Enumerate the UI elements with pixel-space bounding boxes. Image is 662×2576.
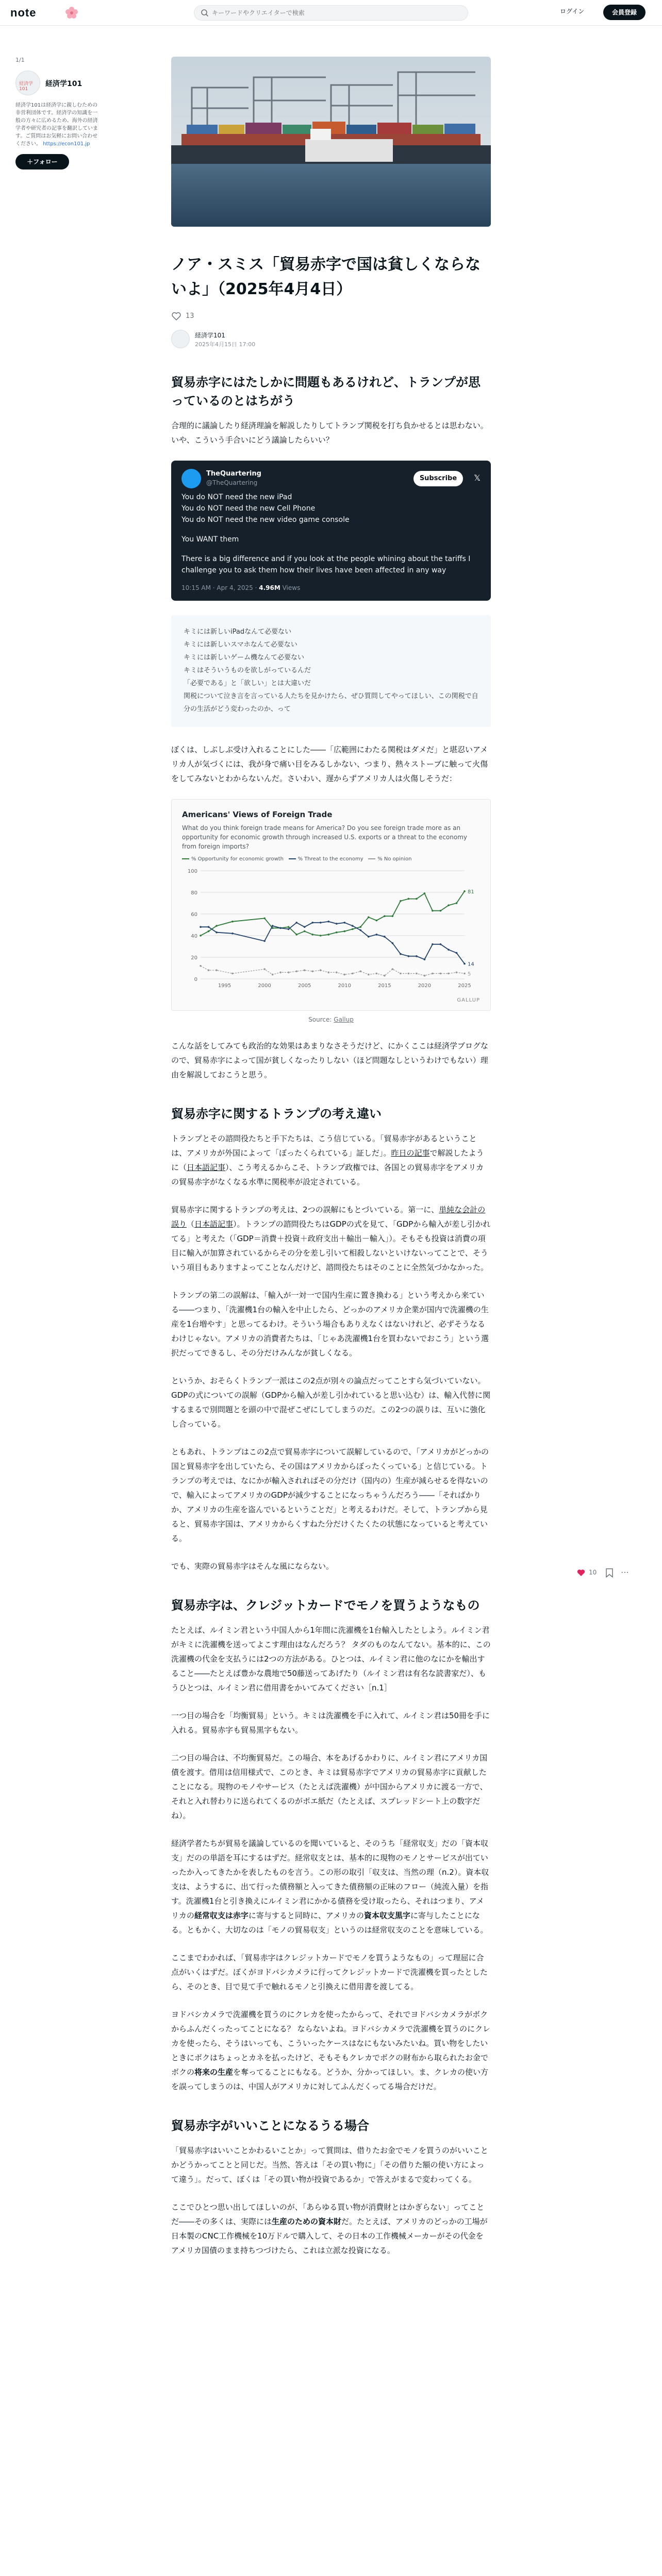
data-point — [424, 892, 426, 894]
data-point — [416, 955, 418, 957]
search-input[interactable] — [212, 8, 459, 18]
paragraph: 二つ目の場合は、不均衡貿易だ。この場合、本をあげるかわりに、ルイミン君にアメリカ国債を渡す。借用は信用様式で、このとき、キミは貿易赤字でアメリカの貿易赤字に貢献したことになる。現物のモノやサービス（たとえば洗濯機）が中国からアメリカに渡る一方で、それと入れ替わりに送られてくるのがポエ紙だ（たとえば、スプレッドシート上の数字だね）。 — [171, 1753, 488, 1820]
data-point — [464, 963, 466, 965]
data-point — [360, 929, 362, 931]
data-point — [208, 969, 210, 971]
series-line — [201, 966, 465, 976]
data-point — [440, 943, 442, 945]
data-point — [336, 972, 338, 974]
bio-link[interactable]: https://econ101.jp — [43, 141, 90, 147]
magazine-label: 1/1 — [15, 57, 25, 63]
data-point — [360, 971, 362, 973]
x-logo-icon[interactable]: 𝕏 — [474, 473, 481, 483]
tweet-meta — [181, 584, 481, 591]
bio-text: 経済学101は経済学に親しむための非営利団体です。経済学の知識を一般の方々に広めるため、海外の経済学者や研究者の記事を翻訳しています。ご質問はお気軽にお問い合わせください。 — [15, 103, 98, 147]
follow-button[interactable]: ＋フォロー — [15, 154, 69, 170]
data-point — [263, 918, 266, 920]
y-tick-label: 100 — [187, 869, 197, 874]
paragraph — [171, 2200, 491, 2258]
tweet-line: There is a big difference and if you look at the people whining about the tariffs I challenge you to ask them how their lives have been affected in any way — [181, 555, 471, 574]
bold-text: 資本収支黒字 — [363, 1911, 410, 1920]
data-point — [408, 898, 410, 900]
bold-text: 経常収支は赤字 — [194, 1911, 249, 1920]
data-point — [432, 973, 434, 975]
data-point — [343, 974, 345, 976]
data-point — [208, 930, 210, 933]
x-tick-label: 2020 — [418, 983, 432, 989]
data-point — [200, 965, 202, 967]
y-tick-label: 0 — [194, 977, 197, 982]
data-point — [304, 930, 306, 933]
flower-icon — [65, 6, 78, 20]
inline-link[interactable]: 昨日の記事 — [391, 1148, 430, 1158]
heading-intro: 貿易赤字にはたしかに問題もあるけれど、トランプが思っているのとはちがう — [171, 375, 481, 408]
data-point — [424, 975, 426, 977]
tweet-author-name[interactable]: TheQuartering — [206, 470, 261, 478]
bold-text: 将来の生産 — [194, 2067, 234, 2077]
data-point — [376, 934, 378, 936]
data-point — [360, 926, 362, 928]
x-tick-label: 2000 — [258, 983, 271, 989]
legend-opportunity: % Opportunity for economic growth — [191, 856, 284, 862]
x-tick-label: 2015 — [378, 983, 391, 989]
quote-line: キミには新しいiPadなんて必要ない — [184, 628, 292, 636]
tweet-views: 4.96M — [259, 584, 280, 591]
text: トランプとその諮問役たちと手下たちは、こう信じている。「貿易赤字があるということは、アメリカが外国によって「ぼったくられている」証しだ」。 — [171, 1134, 477, 1158]
note-logo[interactable]: note — [10, 6, 37, 19]
data-point — [440, 973, 442, 975]
tweet-subscribe-button[interactable]: Subscribe — [413, 471, 463, 486]
paragraph: でも、実際の貿易赤字はそんな風にならない。 — [171, 1562, 334, 1571]
author-row — [171, 330, 491, 350]
tweet-views-label: Views — [280, 584, 301, 591]
data-point — [320, 922, 322, 924]
text: （ — [187, 1219, 195, 1229]
data-point — [295, 922, 297, 924]
data-point — [231, 973, 234, 975]
legend-no-opinion: % No opinion — [377, 856, 412, 862]
tweet-line: You do NOT need the new Cell Phone — [181, 504, 316, 513]
heart-icon[interactable] — [576, 1568, 586, 1578]
creator-sidebar — [15, 57, 98, 170]
data-point — [376, 973, 378, 975]
chart-title: Americans' Views of Foreign Trade — [182, 810, 333, 819]
data-point — [200, 926, 202, 928]
paragraph — [171, 2007, 491, 2094]
paragraph: ぼくは、しぶしぶ受け入れることにした――「広範囲にわたる関税はダメだ」と堪忍いアメリカ人が気づくには、我が身で痛い目をみるしかない、つまり、熱々ストーブに触って火傷をしてみないとわからないんだ。さいわい、遅からずアメリカ人は火傷しそうだ： — [171, 745, 488, 783]
quote-line: 「必要である」と「欲しい」とは大違いだ — [184, 680, 311, 687]
data-point — [327, 972, 329, 974]
gallup-credit: GALLUP — [457, 997, 480, 1003]
data-point — [295, 971, 297, 973]
search-icon — [201, 9, 209, 17]
data-point — [352, 925, 354, 927]
data-point — [288, 972, 290, 974]
data-point — [408, 955, 410, 957]
data-point — [392, 968, 394, 970]
data-point — [448, 904, 450, 906]
data-point — [263, 968, 266, 970]
y-tick-label: 40 — [191, 934, 197, 939]
data-point — [432, 943, 434, 945]
text: ）、こう考えるからこそ、トランプ政権では、各国との貿易赤字をアメリカの貿易赤字がなくなる水準に関税率が設定されている。 — [171, 1163, 484, 1187]
publish-date: 2025年4月15日 17:00 — [195, 341, 256, 348]
data-point — [311, 934, 313, 936]
data-point — [272, 925, 274, 927]
paragraph — [171, 1131, 491, 1189]
data-point — [432, 910, 434, 912]
data-point — [448, 949, 450, 951]
legend-swatch-no-opinion — [368, 858, 375, 859]
data-point — [400, 900, 402, 902]
tweet-handle[interactable]: @TheQuartering — [206, 479, 258, 486]
data-point — [392, 942, 394, 944]
data-point — [440, 910, 442, 912]
tweet-time[interactable]: 10:15 AM · Apr 4, 2025 · — [181, 584, 259, 591]
data-point — [200, 935, 202, 937]
legend-threat: % Threat to the economy — [297, 856, 363, 862]
data-point — [288, 926, 290, 928]
y-tick-label: 60 — [191, 912, 197, 918]
data-point — [456, 952, 458, 954]
y-tick-label: 80 — [191, 890, 197, 896]
text: に寄与したことになる。ともかく、大切なのは「モノの貿易収支」というのは経常収支のことを意味している。 — [171, 1911, 488, 1935]
inline-link[interactable]: 単純な会計の誤り — [171, 1205, 486, 1229]
signup-button[interactable]: 会員登録 — [603, 5, 646, 20]
quote-line: 関税について泣き言を言っている人たちを見かけたら、ぜひ質問してやってほしい、この関税で自分の生活がどう変わったのか、って — [184, 692, 478, 713]
bookmark-icon[interactable] — [605, 1568, 614, 1578]
data-point — [408, 973, 410, 975]
data-point — [231, 933, 234, 935]
data-point — [400, 953, 402, 955]
author-name[interactable]: 経済学101 — [195, 332, 225, 339]
legend-swatch-opportunity — [182, 858, 189, 859]
end-label: 14 — [468, 961, 474, 968]
data-point — [392, 915, 394, 917]
text: 貿易赤字に関するトランプの考えは、2つの誤解にもとづいている。第一に、 — [171, 1205, 439, 1214]
data-point — [304, 969, 306, 971]
tweet-header — [181, 469, 481, 492]
x-tick-label: 2025 — [458, 983, 471, 989]
data-point — [376, 920, 378, 922]
data-point — [352, 928, 354, 930]
data-point — [448, 973, 450, 975]
paragraph: こんな話をしてみても政治的な効果はあまりなさそうだけど、にかくここは経済学ブログなので、貿易赤字によって国が貧しくなったりしない（ほど問題なしというわけでもない）理由を解説しておこうと思う。 — [171, 1041, 489, 1079]
data-point — [311, 922, 313, 924]
chart-subtitle: What do you think foreign trade means for America? Do you see foreign trade more as an opportunity for economic growth through increased U.S. exports or a threat to the economy from foreign imports? — [182, 824, 467, 850]
data-point — [416, 973, 418, 975]
paragraph: 「貿易赤字はいいことかわるいことか」って質問は、借りたお金でモノを買うのがいいことかどうかってことと同じだ。当然、答えは「その買い物に」「その借りた額の使い方によって違う」。だって、ぼくは「その買い物が投資であるか」で答えがまるで変わってくる。 — [171, 2146, 488, 2184]
paragraph — [171, 1836, 491, 1937]
data-point — [456, 972, 458, 974]
data-point — [208, 926, 210, 928]
bold-text: 生産のための資本財 — [272, 2217, 342, 2226]
x-tick-label: 2010 — [338, 983, 351, 989]
text: ここでひとつ思い出してほしいのが、「あらゆる買い物が消費財とはかぎらない」ってことだ――その多くは、実際には — [171, 2202, 485, 2226]
x-tick-label: 1995 — [218, 983, 231, 989]
heart-icon[interactable] — [171, 311, 181, 321]
gallup-chart — [171, 799, 491, 1011]
author-avatar[interactable] — [171, 330, 190, 348]
legend-swatch-threat — [289, 858, 296, 859]
data-point — [424, 958, 426, 960]
data-point — [216, 969, 218, 971]
text: 経済学者たちが貿易を議論しているのを聞いていると、そのうち「経常収支」だの「資本収支」だのの単語を耳にするはずだ。経常収支とは、基本的に現物のモノとサービスが出ていったか入ってきたかを表したものを言う。この形の取引「収支は、当然の理（n.2）。資本収支は、ようするに、出て行った債務額と入ってきた債務額の正味のフロー（純流入量）を指す。洗濯機1台と引き換えにルイミン君にかかる債務を受け取ったら、それはつまり、アメリカの — [171, 1839, 489, 1920]
data-point — [464, 973, 466, 975]
creator-name[interactable]: 経済学101 — [45, 80, 82, 88]
data-point — [368, 936, 370, 938]
data-point — [311, 971, 313, 973]
data-point — [295, 934, 297, 936]
data-point — [279, 927, 282, 929]
article-title: ノア・スミス「貿易赤字で国は貧しくならないよ」（2025年4月4日） — [171, 256, 481, 298]
tweet-line: You WANT them — [181, 535, 239, 544]
x-tick-label: 2005 — [297, 983, 311, 989]
data-point — [320, 935, 322, 937]
avatar[interactable] — [15, 71, 40, 95]
source-label: Source: — [308, 1016, 334, 1023]
paragraph: 一つ目の場合を「均衡貿易」という。キミは洗濯機を手に入れて、ルイミン君は50冊を手に入れる。貿易赤字も貿易黒字もない。 — [171, 1711, 490, 1735]
floating-actions — [576, 1566, 633, 1582]
more-icon[interactable]: ⋯ — [621, 1567, 629, 1577]
source-link[interactable]: Gallup — [334, 1016, 354, 1023]
data-point — [336, 923, 338, 925]
data-point — [343, 922, 345, 924]
text: ヨドバシカメラで洗濯機を買うのにクレカを使ったからって、それでヨドバシカメラがボクからふんだくったってことになる？ ならないよね。ヨドバシカメラで洗濯機を買うのにクレカを使ったら、そうはいっても、こういったケースはなにもないみたいね。買い物をしたいときにボクはちょっとカネを払ったけど、そもそもクレカでボクの財布から取られたお金でボクの — [171, 2010, 491, 2077]
hero-image — [171, 57, 491, 227]
site-header — [0, 0, 662, 26]
data-point — [368, 974, 370, 976]
article — [171, 57, 491, 2271]
data-point — [231, 921, 234, 923]
heading-credit: 貿易赤字は、クレジットカードでモノを買うようなもの — [171, 1598, 480, 1613]
quote-block — [171, 615, 491, 727]
y-tick-label: 20 — [191, 955, 197, 961]
data-point — [279, 972, 282, 974]
inline-link[interactable]: 日本語記事 — [194, 1219, 234, 1229]
paragraph: というか、おそらくトランプ一派はこの2点が別々の論点だってことすら気づいていない。GDPの式についての誤解（GDPから輸入が差し引かれていると思い込む）は、輸入代替に関するまるで別問題とを頭の中で混ぜこぜにしてしまうのだ。この2つの誤りは、互いに強化し合っている。 — [171, 1376, 491, 1429]
data-point — [456, 902, 458, 904]
paragraph: ともあれ、トランプはこの2点で貿易赤字について誤解しているので、「アメリカがどっかの国と貿易赤字を出していたら、その国はアメリカからぼったくっている」と信じている。トランプの考えでは、なにかが輸入されればその分だけ（国内の）生産が減らせるを得ないので、輸入によってアメリカのGDPが減少することになっちゃうんだろう――「そればかりか、アメリカの生産を盗んでいるということだ」と考えるわけだ。そして、トランプから見ると、貿易赤字国は、アメリカからくすねた分だけくたくたの状態になっていると考えている。 — [171, 1447, 489, 1543]
tweet-embed[interactable] — [171, 461, 491, 601]
paragraph — [171, 1202, 491, 1275]
login-link[interactable]: ログイン — [560, 8, 585, 15]
tweet-line: You do NOT need the new iPad — [181, 493, 292, 501]
data-point — [336, 931, 338, 934]
avatar-text: 経済学101 — [19, 81, 34, 92]
creator-profile[interactable] — [15, 71, 98, 95]
data-point — [216, 925, 218, 927]
like-count[interactable]: 13 — [186, 312, 194, 320]
data-point — [343, 930, 345, 933]
like-count[interactable]: 10 — [589, 1569, 597, 1576]
paragraph: ここまでわかれば、「貿易赤字はクレジットカードでモノを買うようなもの」って理屈に合点がいくはずだ。ぼくがヨドバシカメラに行ってクレジットカードで洗濯機を買ったとしたら、そのとき、目で見て手で触れるモノと引換えに借用書を渡してる。 — [171, 1953, 488, 1991]
heading-trump: 貿易赤字に関するトランプの考え違い — [171, 1107, 382, 1121]
tweet-line: You do NOT need the new video game console — [181, 516, 350, 524]
data-point — [464, 890, 466, 892]
paragraph: トランプの第二の誤解は、「輸入が一対一で国内生産に置き換わる」という考えから来ている――つまり、「洗濯機1台の輸入を中止したら、どっかのアメリカ企業が国内で洗濯機の生産を1台増やす」と思ってるわけ。そういう場合もありえなくはないけれど、必ずそうなるわけじゃない。アメリカの消費者たちは、「じゃあ洗濯機1台を買わないでおこう」という選択だってできるし、その分だけみんなが貧しくなる。 — [171, 1291, 489, 1358]
text: で解説したように（ — [171, 1148, 484, 1172]
end-label: 81 — [468, 889, 474, 895]
data-point — [304, 926, 306, 928]
data-point — [384, 975, 386, 977]
chart-plot — [182, 866, 480, 994]
data-point — [320, 969, 322, 971]
data-point — [272, 974, 274, 976]
text: に寄与すると同時に、アメリカの — [248, 1911, 364, 1920]
chart-legend — [182, 855, 480, 863]
data-point — [416, 898, 418, 900]
tweet-avatar[interactable] — [181, 469, 201, 488]
inline-link[interactable]: 日本語記事 — [187, 1163, 226, 1172]
data-point — [216, 931, 218, 934]
data-point — [384, 936, 386, 938]
creator-bio — [15, 101, 98, 148]
quote-line: キミには新しいゲーム機なんて必要ない — [184, 654, 305, 662]
data-point — [327, 921, 329, 923]
paragraph: たとえば、ルイミン君という中国人から1年間に洗濯機を1台輸入したとしよう。ルイミン君がキミに洗濯機を送ってよこす理由はなんだろう？ タダのものなんてない。基本的に、この洗濯機の代金を支払うには2つの方法がある。ひとつは、ルイミン君に他のなにかを輸出すること――たとえば豊かな農地で50藤送ってあげたり（ルイミン君は有名な読書家だ）、もうひとつは、ルイミン君に借用書をかいてみてください［n.1］ — [171, 1625, 491, 1692]
data-point — [263, 940, 266, 942]
data-point — [288, 928, 290, 930]
heading-not-good: 貿易赤字がいいことになるうる場合 — [171, 2119, 369, 2133]
data-point — [352, 973, 354, 975]
text: だ。たとえば、アメリカのどっかの工場が日本製のCNC工作機械を10万ドルで購入して、その日本の工作機械メーカーがその代金をアメリカ国債のまま持ちつづけたら、これは立派な投資になる。 — [171, 2217, 488, 2255]
quote-line: キミには新しいスマホなんて必要ない — [184, 641, 297, 649]
quote-line: キミはそういうものを欲しがっているんだ — [184, 667, 311, 674]
chart-source — [171, 1016, 491, 1023]
paragraph: 合理的に議論したり経済理論を解説したりしてトランプ関税を打ち負かせるとは思わない。いや、こういう手合いにどう議論したらいい？ — [171, 421, 488, 445]
end-label: 5 — [468, 971, 471, 977]
text: を奪ってることにもなる。どうか、分かってほしい。ま、クレカの使い方を誤ってしまうのは、中国人がアメリカに対してふんだくってる場合だけだ。 — [171, 2067, 489, 2091]
like-row — [171, 309, 491, 325]
text: ）。トランプの諮問役たちはGDPの式を見て、「GDPから輸入が差し引かれてる」と考えた（「GDP＝消費＋投資＋政府支出＋輸出－輸入」）。そもそも投資は消費の項目に輸入が加算されているからその分を差し引いて相殺しないといけないってことで、そういう項目もありますよってことなんだけど、諮問役たちはそのことに全然気づかなかった。 — [171, 1219, 491, 1272]
search-box[interactable] — [194, 5, 468, 21]
data-point — [384, 915, 386, 917]
series-line — [201, 891, 465, 936]
data-point — [368, 917, 370, 919]
data-point — [327, 934, 329, 936]
data-point — [400, 973, 402, 975]
